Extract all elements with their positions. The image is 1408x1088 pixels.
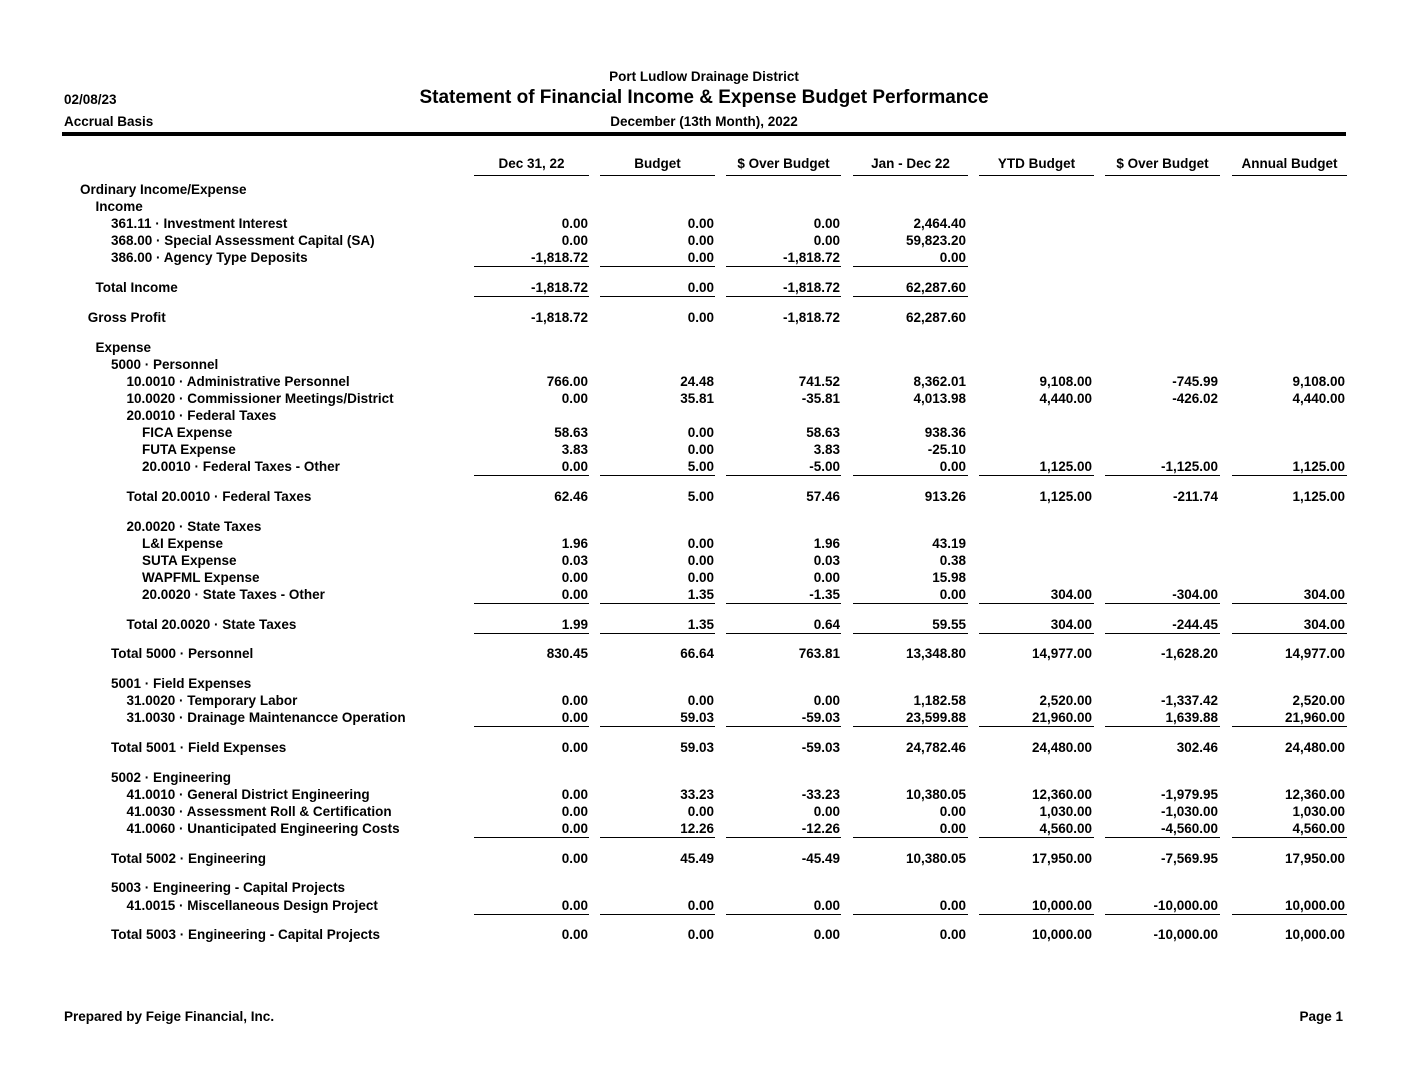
- total-underline: [726, 266, 841, 267]
- row-value: 59,823.20: [905, 233, 966, 249]
- row-value: 5.00: [687, 488, 714, 504]
- row-value: -10,000.00: [1153, 897, 1218, 913]
- row-label: 5001 · Field Expenses: [111, 676, 252, 692]
- page-number: Page 1: [1299, 1009, 1343, 1024]
- row-value: -5.00: [809, 459, 840, 475]
- prepared-by: Prepared by Feige Financial, Inc.: [64, 1009, 275, 1024]
- row-value: 2,520.00: [1292, 693, 1345, 709]
- total-underline: [979, 914, 1094, 915]
- row-value: 3.83: [813, 442, 840, 458]
- row-value: 0.00: [561, 233, 588, 249]
- row-value: 0.00: [939, 587, 966, 602]
- row-label: 5002 · Engineering: [111, 769, 232, 785]
- total-underline: [726, 914, 841, 915]
- row-value: 58.63: [806, 425, 840, 440]
- report-title: Statement of Financial Income & Expense Budget Performance: [419, 87, 989, 108]
- row-value: 0.64: [813, 616, 840, 632]
- row-value: 830.45: [546, 646, 588, 662]
- row-value: 24,480.00: [1284, 740, 1345, 755]
- row-value: 0.00: [561, 693, 588, 709]
- total-underline: [474, 914, 589, 915]
- row-label: 20.0010 · Federal Taxes: [126, 407, 277, 423]
- total-underline: [474, 603, 589, 604]
- row-value: 302.46: [1176, 740, 1218, 755]
- row-value: -7,569.95: [1160, 850, 1218, 866]
- column-header-label: Annual Budget: [1241, 156, 1338, 171]
- row-value: 766.00: [546, 373, 588, 389]
- row-value: 741.52: [798, 373, 840, 389]
- row-label: FUTA Expense: [142, 442, 236, 458]
- row-label: 41.0030 · Assessment Roll & Certification: [126, 803, 392, 819]
- row-value: 0.00: [561, 786, 588, 802]
- row-value: 3.83: [561, 442, 588, 458]
- total-underline: [474, 837, 589, 838]
- total-underline: [979, 633, 1094, 634]
- total-underline: [853, 726, 968, 727]
- total-underline: [1232, 475, 1347, 476]
- row-value: 8,362.01: [913, 373, 966, 389]
- row-label: 386.00 · Agency Type Deposits: [111, 250, 308, 266]
- row-value: 0.00: [561, 710, 588, 726]
- row-value: 10,380.05: [905, 850, 966, 866]
- total-underline: [474, 726, 589, 727]
- total-underline: [726, 726, 841, 727]
- total-underline: [474, 296, 589, 297]
- row-value: 24,480.00: [1031, 740, 1092, 755]
- row-label: 5000 · Personnel: [111, 356, 219, 372]
- column-header-underline: [979, 175, 1094, 176]
- column-header: [853, 156, 968, 176]
- row-value: -1.35: [809, 587, 840, 602]
- header-rule: [62, 132, 1346, 136]
- row-value: 1,030.00: [1039, 803, 1092, 819]
- row-value: 5.00: [687, 459, 714, 475]
- row-value: 58.63: [554, 425, 588, 440]
- row-value: 59.55: [932, 616, 966, 632]
- row-value: 12.26: [680, 821, 714, 836]
- row-value: 304.00: [1303, 616, 1345, 632]
- row-value: -1,337.42: [1160, 693, 1218, 709]
- total-underline: [853, 296, 968, 297]
- row-value: 17,950.00: [1284, 850, 1345, 866]
- total-underline: [600, 633, 715, 634]
- total-underline: [1232, 914, 1347, 915]
- row-value: 0.00: [813, 693, 840, 709]
- total-underline: [1232, 837, 1347, 838]
- row-value: 14,977.00: [1284, 646, 1345, 662]
- column-header-underline: [853, 175, 968, 176]
- report-period: December (13th Month), 2022: [610, 114, 798, 129]
- column-header: [474, 156, 589, 176]
- row-value: -426.02: [1172, 390, 1218, 406]
- row-label: 41.0060 · Unanticipated Engineering Costs: [126, 821, 400, 836]
- row-value: 33.23: [680, 786, 714, 802]
- column-header-label: YTD Budget: [997, 156, 1076, 171]
- row-value: 4,560.00: [1039, 821, 1092, 836]
- column-header-label: $ Over Budget: [737, 156, 830, 171]
- row-value: 21,960.00: [1284, 710, 1345, 726]
- row-value: 0.00: [561, 216, 588, 232]
- row-value: 10,380.05: [905, 786, 966, 802]
- total-underline: [1105, 726, 1220, 727]
- row-value: 0.00: [561, 850, 588, 866]
- total-underline: [1105, 633, 1220, 634]
- row-value: 0.00: [687, 927, 714, 943]
- row-value: 1,125.00: [1292, 488, 1345, 504]
- row-value: 0.00: [687, 897, 714, 913]
- row-label: Expense: [95, 339, 152, 355]
- row-value: 0.00: [939, 803, 966, 819]
- total-underline: [853, 633, 968, 634]
- row-value: 0.00: [939, 250, 966, 266]
- row-value: 0.00: [687, 216, 714, 232]
- row-value: 57.46: [806, 488, 840, 504]
- row-label: 20.0020 · State Taxes - Other: [142, 587, 325, 602]
- row-value: 0.00: [561, 459, 588, 475]
- row-value: 59.03: [680, 740, 714, 755]
- row-value: -1,818.72: [782, 309, 840, 325]
- row-value: -33.23: [801, 786, 840, 802]
- row-value: 0.00: [561, 821, 588, 836]
- row-value: 1.35: [687, 616, 714, 632]
- row-value: 4,440.00: [1039, 390, 1092, 406]
- row-value: 0.38: [939, 552, 966, 568]
- column-header-underline: [1105, 175, 1220, 176]
- column-header-label: Jan - Dec 22: [871, 156, 950, 171]
- column-header-underline: [600, 175, 715, 176]
- row-value: -1,030.00: [1160, 803, 1218, 819]
- column-header: [726, 156, 841, 176]
- total-underline: [853, 603, 968, 604]
- total-underline: [600, 837, 715, 838]
- row-value: 12,360.00: [1284, 786, 1345, 802]
- row-value: 0.00: [561, 927, 588, 943]
- row-label: 41.0015 · Miscellaneous Design Project: [126, 897, 378, 913]
- total-underline: [1232, 726, 1347, 727]
- row-value: -1,818.72: [782, 280, 840, 296]
- row-value: 304.00: [1303, 587, 1345, 602]
- column-header-underline: [1232, 175, 1347, 176]
- row-value: 1,125.00: [1292, 459, 1345, 475]
- row-value: 66.64: [680, 646, 714, 662]
- row-value: 0.00: [813, 897, 840, 913]
- total-underline: [726, 296, 841, 297]
- total-underline: [474, 475, 589, 476]
- row-value: 0.00: [687, 280, 714, 296]
- row-label: Total 5003 · Engineering - Capital Projects: [111, 927, 381, 943]
- total-underline: [979, 603, 1094, 604]
- row-label: L&I Expense: [142, 535, 224, 551]
- row-value: -25.10: [927, 442, 966, 458]
- row-value: -1,818.72: [530, 250, 588, 266]
- report-date: 02/08/23: [64, 92, 117, 107]
- row-value: 17,950.00: [1031, 850, 1092, 866]
- row-label: Total 20.0010 · Federal Taxes: [126, 488, 312, 504]
- row-label: Gross Profit: [87, 309, 166, 325]
- row-value: -244.45: [1172, 616, 1218, 632]
- row-value: 24,782.46: [905, 740, 966, 755]
- row-value: 43.19: [932, 535, 966, 551]
- row-label: 10.0010 · Administrative Personnel: [126, 373, 350, 389]
- row-value: -1,979.95: [1160, 786, 1218, 802]
- total-underline: [853, 266, 968, 267]
- row-value: 23,599.88: [905, 710, 966, 726]
- row-value: 2,520.00: [1039, 693, 1092, 709]
- row-value: 0.00: [561, 803, 588, 819]
- row-label: 20.0010 · Federal Taxes - Other: [142, 459, 340, 475]
- column-header-label: $ Over Budget: [1116, 156, 1209, 171]
- row-value: 0.03: [813, 552, 840, 568]
- row-value: 4,013.98: [913, 390, 966, 406]
- row-label: 20.0020 · State Taxes: [126, 518, 262, 534]
- row-value: 1.99: [561, 616, 588, 632]
- total-underline: [726, 837, 841, 838]
- total-underline: [1105, 914, 1220, 915]
- row-value: -1,628.20: [1160, 646, 1218, 662]
- row-value: 12,360.00: [1031, 786, 1092, 802]
- row-label: Total 5001 · Field Expenses: [111, 740, 287, 755]
- row-label: Total 20.0020 · State Taxes: [126, 616, 297, 632]
- row-value: 0.00: [687, 693, 714, 709]
- row-value: 0.00: [939, 897, 966, 913]
- total-underline: [726, 475, 841, 476]
- row-value: 0.00: [813, 233, 840, 249]
- row-label: 5003 · Engineering - Capital Projects: [111, 880, 346, 896]
- row-value: 1.35: [687, 587, 714, 602]
- row-value: 0.00: [813, 216, 840, 232]
- row-value: 0.00: [561, 897, 588, 913]
- row-value: 10,000.00: [1284, 897, 1345, 913]
- row-value: -1,818.72: [530, 309, 588, 325]
- row-value: 0.00: [687, 250, 714, 266]
- total-underline: [600, 603, 715, 604]
- row-value: 1.96: [561, 535, 588, 551]
- row-value: -59.03: [801, 710, 840, 726]
- row-value: 62.46: [554, 488, 588, 504]
- row-value: 0.00: [939, 927, 966, 943]
- total-underline: [1105, 837, 1220, 838]
- total-underline: [600, 726, 715, 727]
- row-value: 1,182.58: [913, 693, 966, 709]
- row-value: -10,000.00: [1153, 927, 1218, 943]
- row-value: 45.49: [680, 850, 714, 866]
- row-value: -45.49: [801, 850, 840, 866]
- row-value: -1,818.72: [530, 280, 588, 296]
- row-label: 10.0020 · Commissioner Meetings/District: [126, 390, 394, 406]
- organization-name: Port Ludlow Drainage District: [609, 69, 799, 84]
- row-value: 0.00: [561, 740, 588, 755]
- column-header-label: Budget: [634, 156, 681, 171]
- column-header: [1105, 156, 1220, 176]
- row-value: 0.00: [939, 821, 966, 836]
- row-label: Total 5000 · Personnel: [111, 646, 254, 662]
- row-value: 0.00: [561, 587, 588, 602]
- row-value: 62,287.60: [905, 280, 966, 296]
- row-value: 304.00: [1050, 616, 1092, 632]
- row-label: FICA Expense: [142, 425, 233, 440]
- total-underline: [1232, 633, 1347, 634]
- row-value: 10,000.00: [1031, 897, 1092, 913]
- column-header-underline: [474, 175, 589, 176]
- row-label: SUTA Expense: [142, 552, 237, 568]
- total-underline: [726, 633, 841, 634]
- row-value: 1,125.00: [1039, 459, 1092, 475]
- row-value: 0.00: [561, 569, 588, 585]
- total-underline: [853, 837, 968, 838]
- row-label: Total Income: [95, 280, 178, 296]
- total-underline: [474, 266, 589, 267]
- row-value: 2,464.40: [913, 216, 966, 232]
- row-value: -4,560.00: [1160, 821, 1218, 836]
- row-value: 0.00: [687, 425, 714, 440]
- row-value: 0.00: [687, 535, 714, 551]
- column-header: [600, 156, 715, 176]
- total-underline: [853, 914, 968, 915]
- row-value: 0.00: [687, 233, 714, 249]
- row-label: Income: [95, 199, 143, 215]
- row-value: -211.74: [1172, 488, 1218, 504]
- total-underline: [600, 914, 715, 915]
- column-header-label: Dec 31, 22: [498, 156, 565, 171]
- column-header-underline: [726, 175, 841, 176]
- row-value: 938.36: [924, 425, 966, 440]
- row-value: 35.81: [680, 390, 714, 406]
- total-underline: [979, 726, 1094, 727]
- row-label: Total 5002 · Engineering: [111, 850, 267, 866]
- row-label: 361.11 · Investment Interest: [111, 216, 288, 232]
- row-value: 913.26: [924, 488, 966, 504]
- row-value: 15.98: [932, 569, 966, 585]
- row-value: -35.81: [801, 390, 840, 406]
- total-underline: [1232, 603, 1347, 604]
- row-value: -59.03: [801, 740, 840, 755]
- row-value: -745.99: [1172, 373, 1218, 389]
- row-value: 9,108.00: [1039, 373, 1092, 389]
- row-value: 24.48: [680, 373, 714, 389]
- total-underline: [979, 475, 1094, 476]
- row-value: 4,560.00: [1292, 821, 1345, 836]
- row-value: 0.00: [561, 390, 588, 406]
- row-value: 10,000.00: [1284, 927, 1345, 943]
- row-value: 0.00: [687, 569, 714, 585]
- total-underline: [726, 603, 841, 604]
- row-value: 0.00: [813, 927, 840, 943]
- row-value: 0.00: [687, 309, 714, 325]
- row-value: 13,348.80: [905, 646, 966, 662]
- total-underline: [474, 633, 589, 634]
- row-value: -1,125.00: [1160, 459, 1218, 475]
- row-label: 368.00 · Special Assessment Capital (SA): [111, 233, 375, 249]
- row-label: 41.0010 · General District Engineering: [126, 786, 370, 802]
- row-value: 62,287.60: [905, 309, 966, 325]
- row-value: 1,030.00: [1292, 803, 1345, 819]
- row-value: 0.00: [813, 569, 840, 585]
- row-value: 763.81: [798, 646, 840, 662]
- accounting-basis: Accrual Basis: [64, 114, 154, 129]
- row-value: 0.00: [687, 803, 714, 819]
- row-value: 0.00: [939, 459, 966, 475]
- row-value: 0.00: [687, 552, 714, 568]
- row-value: 0.00: [687, 442, 714, 458]
- row-label: 31.0020 · Temporary Labor: [126, 693, 298, 709]
- row-value: 1.96: [813, 535, 840, 551]
- row-value: 9,108.00: [1292, 373, 1345, 389]
- column-header: [979, 156, 1094, 176]
- row-value: 21,960.00: [1031, 710, 1092, 726]
- total-underline: [600, 266, 715, 267]
- row-value: -1,818.72: [782, 250, 840, 266]
- total-underline: [600, 296, 715, 297]
- row-value: 0.03: [561, 552, 588, 568]
- total-underline: [1105, 475, 1220, 476]
- row-value: -12.26: [801, 821, 840, 836]
- row-value: 304.00: [1050, 587, 1092, 602]
- row-label: Ordinary Income/Expense: [80, 182, 247, 197]
- row-value: 59.03: [680, 710, 714, 726]
- row-value: 14,977.00: [1031, 646, 1092, 662]
- column-header: [1232, 156, 1347, 176]
- row-value: 1,125.00: [1039, 488, 1092, 504]
- row-label: 31.0030 · Drainage Maintenancce Operation: [126, 710, 406, 726]
- total-underline: [853, 475, 968, 476]
- row-value: 0.00: [813, 803, 840, 819]
- total-underline: [1105, 603, 1220, 604]
- row-value: 4,440.00: [1292, 390, 1345, 406]
- row-value: -304.00: [1172, 587, 1218, 602]
- row-value: 1,639.88: [1165, 710, 1218, 726]
- row-value: 10,000.00: [1031, 927, 1092, 943]
- row-label: WAPFML Expense: [142, 569, 260, 585]
- total-underline: [979, 837, 1094, 838]
- total-underline: [600, 475, 715, 476]
